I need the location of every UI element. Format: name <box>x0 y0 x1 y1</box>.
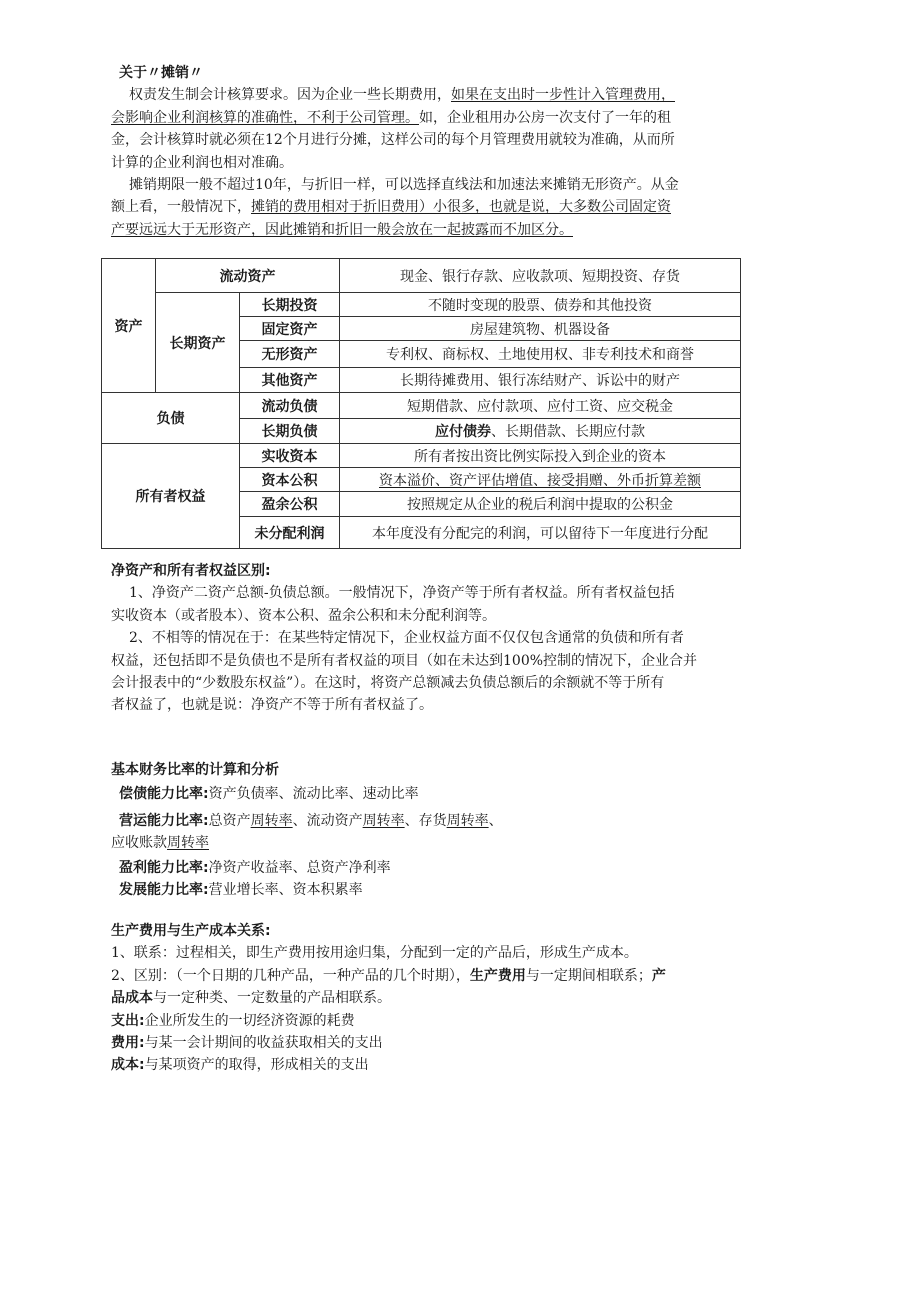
current-assets-desc: 现金、银行存款、应收款项、短期投资、存货 <box>340 259 741 293</box>
paragraph-line <box>111 965 751 987</box>
table-row <box>102 259 741 293</box>
paragraph-line: 会计报表中的“少数股东权益”）。在这时，将资产总额减去负债总额后的余额就不等于所有 <box>111 675 665 692</box>
capital-reserve-desc: 资本溢价、资产评估增值、接受捐赠、外币折算差额 <box>340 468 741 492</box>
operating-line <box>111 810 751 832</box>
term-definition: 企业所发生的一切经济资源的耗费 <box>144 1012 355 1029</box>
text-span: 、长期借款、长期应付款 <box>491 424 645 440</box>
long-liab-cell: 长期负债 <box>240 419 340 444</box>
expense-line <box>111 1032 751 1054</box>
lt-desc-cell: 房屋建筑物、机器设备 <box>340 317 741 341</box>
paragraph-line: 者权益了，也就是说：净资产不等于所有者权益了。 <box>111 697 433 714</box>
text-span: 应收账款 <box>111 835 167 852</box>
text-span: 与一定种类、一定数量的产品相联系。 <box>153 990 391 1007</box>
underlined-text: 周转率 <box>446 812 489 829</box>
lt-name-cell: 无形资产 <box>240 341 340 368</box>
solvency-line <box>111 783 751 805</box>
paragraph-line: 2、不相等的情况在于：在某些特定情况下，企业权益方面不仅仅包含通常的负债和所有者 <box>129 630 684 647</box>
underlined-text: 会影响企业利润核算的准确性，不利于公司管理。 <box>111 109 419 126</box>
bold-text: 产 <box>651 967 666 984</box>
paragraph-line: 权益，还包括即不是负债也不是所有者权益的项目（如在未达到100%控制的情况下，企业合并 <box>111 652 698 669</box>
text-span: 、 <box>488 812 503 829</box>
paragraph-line <box>111 219 743 241</box>
paragraph-line: 1、净资产二资产总额-负债总额。一般情况下，净资产等于所有者权益。所有者权益包括 <box>129 585 675 602</box>
paid-in-cell: 实收资本 <box>240 444 340 468</box>
amortization-section <box>111 62 743 241</box>
ratio-label: 营运能力比率: <box>119 812 209 829</box>
current-assets-cell: 流动资产 <box>156 259 340 293</box>
paragraph-line <box>111 84 743 106</box>
underlined-text: 周转率 <box>362 812 405 829</box>
net-assets-title: 净资产和所有者权益区别: <box>111 563 271 579</box>
text-span: 总资产 <box>208 812 251 829</box>
lt-desc-cell: 不随时变现的股票、债券和其他投资 <box>340 293 741 317</box>
lt-desc-cell: 专利权、商标权、土地使用权、非专利技术和商誉 <box>340 341 741 368</box>
operating-line-cont <box>111 832 751 854</box>
lt-name-cell: 固定资产 <box>240 317 340 341</box>
paragraph-line: 金，会计核算时就必须在12个月进行分摊，这样公司的每个月管理费用就较为准确，从而所 <box>111 132 675 149</box>
term-definition: 与某项资产的取得，形成相关的支出 <box>144 1057 369 1074</box>
equity-cell: 所有者权益 <box>102 444 240 549</box>
cost-line <box>111 1054 751 1076</box>
term-label: 支出: <box>111 1012 145 1029</box>
underlined-text: 如果在支出时一步性计入管理费用， <box>451 87 675 104</box>
paid-in-desc: 所有者按出资比例实际投入到企业的资本 <box>340 444 741 468</box>
underlined-text: 周转率 <box>250 812 293 829</box>
paragraph-line: 1、联系：过程相关，即生产费用按用途归集，分配到一定的产品后，形成生产成本。 <box>111 945 638 962</box>
growth-line <box>111 879 751 901</box>
table-row <box>102 444 741 468</box>
paragraph-line: 实收资本（或者股本）、资本公积、盈余公积和未分配利润等。 <box>111 607 496 624</box>
paragraph-line <box>111 987 751 1009</box>
paragraph-line <box>111 196 743 218</box>
underlined-text: 摊销的费用相对于折旧费用）小很多，也就是说，大多数公司固定资 <box>251 199 671 216</box>
lt-desc-cell: 长期待摊费用、银行冻结财产、诉讼中的财产 <box>340 368 741 393</box>
ratio-label: 发展能力比率: <box>119 882 209 899</box>
bold-text: 应付债券 <box>435 424 491 440</box>
long-term-assets-cell: 长期资产 <box>156 293 240 393</box>
retained-desc: 本年度没有分配完的利润，可以留待下一年度进行分配 <box>340 517 741 549</box>
current-liab-desc: 短期借款、应付款项、应付工资、应交税金 <box>340 393 741 419</box>
bold-text: 品成本 <box>111 990 153 1007</box>
ratios-title: 基本财务比率的计算和分析 <box>111 762 279 778</box>
text-span: 权责发生制会计核算要求。因为企业一些长期费用， <box>129 87 451 104</box>
capital-reserve-cell: 资本公积 <box>240 468 340 492</box>
ratio-value: 资产负债率、流动比率、速动比率 <box>208 786 419 803</box>
text-span: 如，企业租用办公房一次支付了一年的租 <box>419 109 671 126</box>
paragraph-line <box>111 107 743 129</box>
paragraph-line: 计算的企业利润也相对准确。 <box>111 154 293 171</box>
text-span: 额上看，一般情况下， <box>111 199 251 216</box>
profit-line <box>111 857 751 879</box>
lt-name-cell: 长期投资 <box>240 293 340 317</box>
table-row <box>102 393 741 419</box>
underlined-text: 产要远远大于无形资产，因此摊销和折旧一般会放在一起披露而不加区分。 <box>111 221 573 238</box>
ratio-label: 偿债能力比率: <box>119 786 209 803</box>
table-row <box>102 293 741 317</box>
cost-section <box>111 920 751 1077</box>
liabilities-cell: 负债 <box>102 393 240 444</box>
text-span: 、流动资产 <box>292 812 363 829</box>
expenditure-line <box>111 1010 751 1032</box>
bold-text: 生产费用 <box>469 967 526 984</box>
ratio-label: 盈利能力比率: <box>119 859 209 876</box>
ratio-value: 营业增长率、资本积累率 <box>208 882 363 899</box>
net-assets-section <box>111 560 751 717</box>
paragraph-line: 摊销期限一般不超过10年，与折旧一样，可以选择直线法和加速法来摊销无形资产。从金 <box>129 177 679 194</box>
underlined-text: 周转率 <box>167 835 209 852</box>
assets-cell: 资产 <box>102 259 156 393</box>
surplus-desc: 按照规定从企业的税后利润中提取的公积金 <box>340 492 741 517</box>
ratio-value: 净资产收益率、总资产净利率 <box>208 859 391 876</box>
cost-title: 生产费用与生产成本关系: <box>111 923 271 939</box>
term-label: 成本: <box>111 1057 145 1074</box>
long-liab-desc <box>340 419 741 444</box>
text-span: 、存货 <box>404 812 447 829</box>
text-span: 与一定期间相联系； <box>525 967 652 984</box>
text-span: 2、区别：（一个日期的几种产品，一种产品的几个时期）， <box>111 967 470 984</box>
lt-name-cell: 其他资产 <box>240 368 340 393</box>
balance-sheet-table <box>101 258 741 549</box>
ratios-section <box>111 759 751 901</box>
term-label: 费用: <box>111 1035 145 1052</box>
term-definition: 与某一会计期间的收益获取相关的支出 <box>144 1035 383 1052</box>
current-liab-cell: 流动负债 <box>240 393 340 419</box>
amortization-title: 关于〃摊销〃 <box>119 65 203 81</box>
retained-cell: 未分配利润 <box>240 517 340 549</box>
surplus-cell: 盈余公积 <box>240 492 340 517</box>
